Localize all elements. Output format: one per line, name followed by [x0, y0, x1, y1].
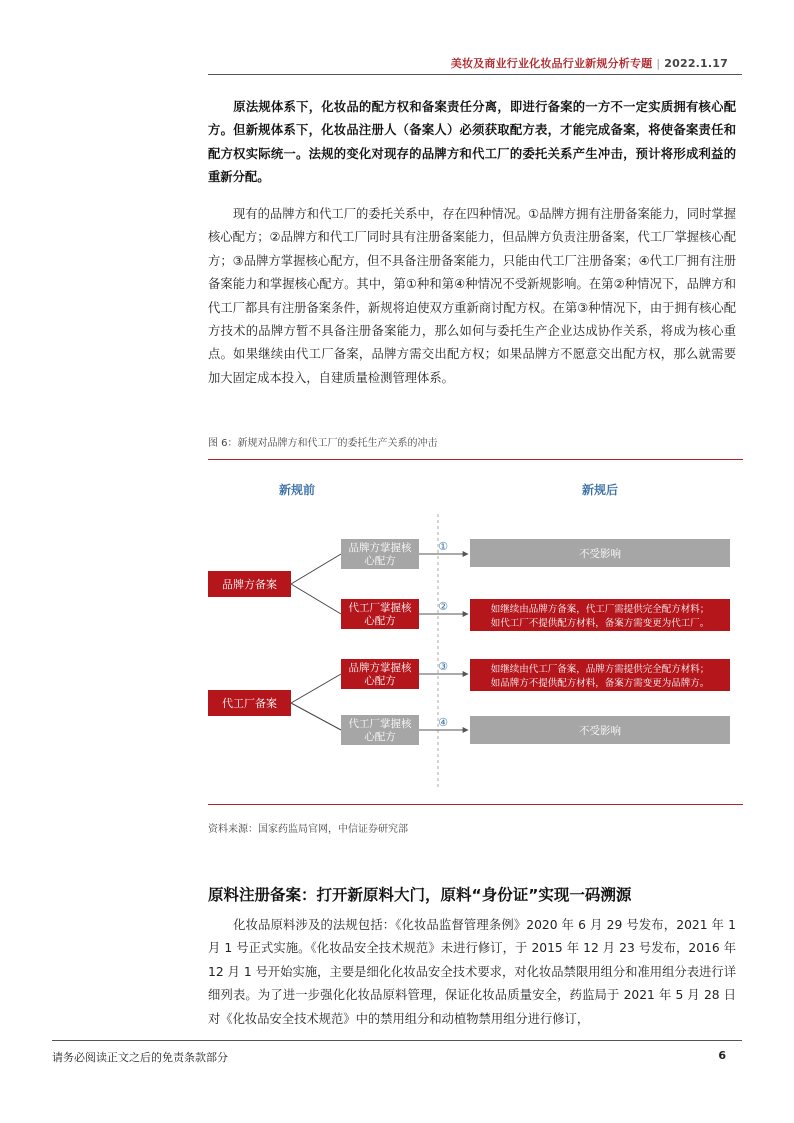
case2-line2: 心配方 [364, 615, 396, 627]
after-label: 新规后 [581, 483, 619, 497]
case-number-3: ③ [438, 660, 448, 673]
paragraph-bold-text: 原法规体系下，化妆品的配方权和备案责任分离，即进行备案的一方不一定实质拥有核心配方。但新规体系下，化妆品注册人（备案人）必须获取配方表，才能完成备案，将使备案责任和配方权实际统一。法规的变化对现存的品牌方和代工厂的委托关系产生冲击，预计将形成利益的重新分配。 [208, 100, 736, 185]
section-heading: 原料注册备案：打开新原料大门，原料“身份证”实现一码溯源 [208, 886, 632, 904]
figure-source: 资料来源：国家药监局官网，中信证券研究部 [208, 824, 408, 835]
result2-line1: 如继续由品牌方备案，代工厂需提供完全配方材料； [490, 604, 710, 615]
paragraph-raw-materials [208, 914, 736, 1031]
result3-line1: 如继续由代工厂备案，品牌方需提供完全配方材料； [490, 664, 710, 675]
root-oem-label: 代工厂备案 [222, 697, 277, 710]
branch-line-3 [291, 674, 341, 703]
root-brand-label: 品牌方备案 [222, 578, 277, 591]
flow-diagram [208, 462, 743, 802]
paragraph-four-cases [208, 203, 736, 390]
case-number-1: ① [438, 540, 448, 553]
report-date: 2022.1.17 [664, 57, 728, 70]
branch-line-1 [291, 554, 341, 584]
footer-disclaimer: 请务必阅读正文之后的免责条款部分 [52, 1051, 228, 1064]
paragraph-bold-summary [208, 96, 736, 190]
branch-line-2 [291, 584, 341, 614]
header-rule [208, 74, 742, 75]
figure-bottom-rule [208, 804, 743, 805]
result1-text: 不受影响 [579, 548, 621, 560]
report-header [451, 55, 728, 71]
case4-line2: 心配方 [364, 731, 396, 743]
footer-rule [52, 1040, 742, 1041]
figure-title: 图 6：新规对品牌方和代工厂的委托生产关系的冲击 [208, 438, 438, 449]
result2-line2: 如代工厂不提供配方材料，备案方需变更为代工厂。 [490, 618, 710, 629]
figure-top-rule [208, 459, 743, 460]
before-label: 新规前 [278, 483, 316, 497]
branch-line-4 [291, 703, 341, 730]
result3-line2: 如品牌方不提供配方材料，备案方需变更为品牌方。 [490, 678, 710, 689]
case3-line2: 心配方 [364, 675, 396, 687]
case4-line1: 代工厂掌握核 [348, 718, 412, 730]
case1-line2: 心配方 [364, 555, 396, 567]
case2-line1: 代工厂掌握核 [348, 602, 412, 614]
paragraph-four-cases-text: 现有的品牌方和代工厂的委托关系中，存在四种情况。①品牌方拥有注册备案能力，同时掌握核心配方；②品牌方和代工厂同时具有注册备案能力，但品牌方负责注册备案，代工厂掌握核心配方；③品牌方掌握核心配方，但不具备注册备案能力，只能由代工厂注册备案；④代工厂拥有注册备案能力和掌握核心配方。其中，第①种和第④种情况不受新规影响。在第②种情况下，品牌方和代工厂都具有注册备案条件，新规将迫使双方重新商讨配方权。在第③种情况下，由于拥有核心配方技术的品牌方暂不具备注册备案能力，那么如何与委托生产企业达成协作关系，将成为核心重点。如果继续由代工厂备案，品牌方需交出配方权；如果品牌方不愿意交出配方权，那么就需要加大固定成本投入，自建质量检测管理体系。 [208, 207, 736, 385]
report-title: 美妆及商业行业化妆品行业新规分析专题 [450, 57, 653, 70]
header-separator: | [656, 57, 661, 70]
result4-text: 不受影响 [579, 725, 621, 737]
case1-line1: 品牌方掌握核 [348, 542, 412, 554]
case3-line1: 品牌方掌握核 [348, 662, 412, 674]
case-number-4: ④ [438, 716, 448, 729]
case-number-2: ② [438, 600, 448, 613]
page-number: 6 [718, 1049, 726, 1062]
paragraph-raw-materials-text: 化妆品原料涉及的法规包括：《化妆品监督管理条例》2020 年 6 月 29 号发布，2021 年 1 月 1 号正式实施。《化妆品安全技术规范》未进行修订，于 2015 年 12 月 23 号发布，2016 年 12 月 1 号开始实施，主要是细化化妆品安全技术要求，对化妆品禁限用组分和准用组分表进行详细列表。为了进一步强化化妆品原料管理，保证化妆品质量安全，药监局于 2021 年 5 月 28 日对《化妆品安全技术规范》中的禁用组分和动植物禁用组分进行修订， [208, 918, 736, 1026]
